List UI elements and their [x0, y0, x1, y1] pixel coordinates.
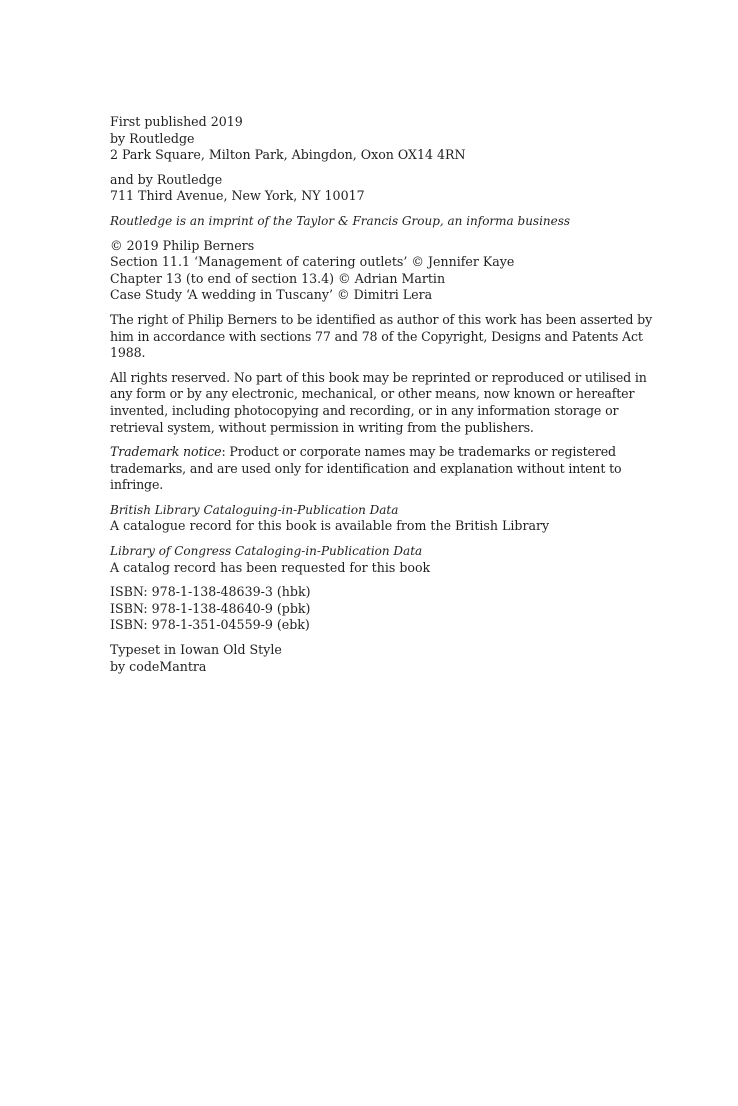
- library-of-congress-heading: Library of Congress Cataloging-in-Publication Data: [110, 544, 423, 559]
- copyright-block: [110, 238, 670, 304]
- copyright-page: [110, 114, 670, 683]
- isbn-block: [110, 584, 670, 634]
- us-publication-line: 711 Third Avenue, New York, NY 10017: [110, 188, 365, 204]
- imprint-block: [110, 213, 670, 230]
- library-of-congress-block: [110, 543, 670, 576]
- isbn-line: ISBN: 978-1-138-48640-9 (pbk): [110, 600, 311, 616]
- library-of-congress-text: A catalog record has been requested for this book: [110, 559, 431, 575]
- british-library-text: A catalogue record for this book is available from the British Library: [110, 518, 550, 534]
- copyright-line: © 2019 Philip Berners: [110, 237, 255, 253]
- us-publication-block: [110, 172, 670, 205]
- publication-block: [110, 114, 670, 164]
- typeset-line: by codeMantra: [110, 658, 207, 674]
- imprint-statement: Routledge is an imprint of the Taylor & Francis Group, an informa business: [110, 213, 571, 228]
- publication-line: by Routledge: [110, 130, 195, 146]
- moral-rights-block: [110, 312, 670, 362]
- isbn-line: ISBN: 978-1-351-04559-9 (ebk): [110, 617, 310, 633]
- typeset-block: [110, 642, 670, 675]
- copyright-line: Case Study ‘A wedding in Tuscany’ © Dimitri Lera: [110, 287, 433, 303]
- typeset-line: Typeset in Iowan Old Style: [110, 642, 282, 658]
- isbn-line: ISBN: 978-1-138-48639-3 (hbk): [110, 584, 311, 600]
- rights-reserved-block: [110, 370, 670, 436]
- rights-reserved-text: All rights reserved. No part of this book may be reprinted or reproduced or utilised in any form or by any electronic, mechanical, or other means, now known or hereafter invented, including photocopying and recording, or in any information storage or retrieval system, without permission in writing from the publishers.: [110, 369, 647, 435]
- copyright-line: Chapter 13 (to end of section 13.4) © Adrian Martin: [110, 270, 446, 286]
- publication-line: First published 2019: [110, 114, 243, 129]
- british-library-block: [110, 502, 670, 535]
- trademark-label: Trademark notice: [110, 444, 222, 460]
- moral-rights-text: The right of Philip Berners to be identified as author of this work has been asserted by him in accordance with sections 77 and 78 of the Copyright, Designs and Patents Act 1988.: [110, 311, 653, 361]
- us-publication-line: and by Routledge: [110, 171, 223, 187]
- trademark-block: [110, 444, 670, 494]
- trademark-notice: [110, 444, 670, 494]
- publication-line: 2 Park Square, Milton Park, Abingdon, Oxon OX14 4RN: [110, 147, 466, 163]
- trademark-text: : Product or corporate names may be trademarks or registered trademarks, and are used only for identification and explanation without intent to infringe.: [110, 444, 622, 493]
- copyright-line: Section 11.1 ‘Management of catering outlets’ © Jennifer Kaye: [110, 254, 515, 270]
- british-library-heading: British Library Cataloguing-in-Publication Data: [110, 502, 399, 517]
